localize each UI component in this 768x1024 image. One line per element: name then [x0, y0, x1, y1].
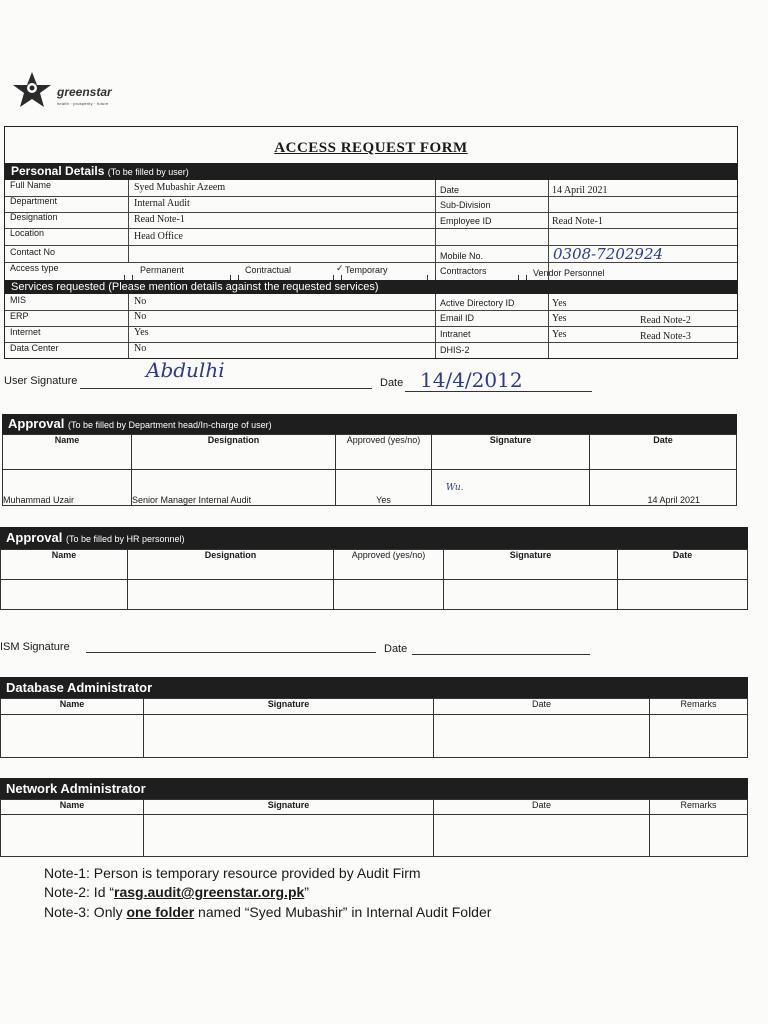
note-1: Note-1: Person is temporary resource provided by Audit Firm — [44, 865, 421, 881]
approver-date[interactable]: 14 April 2021 — [590, 470, 737, 506]
network-signature-cell[interactable] — [144, 815, 434, 857]
row-divider — [5, 342, 737, 343]
hr-designation-cell[interactable] — [128, 580, 334, 610]
temporary-checkmark-icon: ✓ — [336, 263, 344, 273]
contractors-option: Contractors — [440, 266, 487, 276]
note-2-email: rasg.audit@greenstar.org.pk — [114, 884, 305, 900]
col-divider — [128, 180, 129, 262]
col-signature: Signature — [144, 699, 434, 715]
col-divider — [435, 294, 436, 358]
col-remarks: Remarks — [650, 699, 748, 715]
services-header — [5, 280, 737, 294]
active-directory-value[interactable]: Yes — [552, 298, 567, 309]
user-signature-date-label: Date — [380, 377, 404, 389]
col-divider — [128, 294, 129, 358]
department-label: Department — [10, 196, 58, 206]
approval-dept-header — [2, 414, 737, 434]
note-3-suffix: named “Syed Mubashir” in Internal Audit Folder — [194, 904, 492, 920]
col-date: Date — [618, 550, 748, 580]
network-name-cell[interactable] — [1, 815, 144, 857]
permanent-option: Permanent — [140, 265, 185, 275]
datacenter-value[interactable]: No — [134, 343, 147, 354]
mobile-label: Mobile No. — [440, 251, 484, 261]
mis-label: MIS — [10, 295, 27, 305]
approval-dept-note: (To be filled by Department head/In-charge of user) — [67, 420, 272, 430]
datacenter-label: Data Center — [10, 343, 59, 353]
access-request-form-box — [4, 126, 738, 359]
temporary-option: Temporary — [345, 265, 388, 275]
logo-brand: greenstar — [57, 85, 112, 99]
dba-date-cell[interactable] — [434, 715, 650, 758]
erp-value[interactable]: No — [134, 311, 147, 322]
location-label: Location — [10, 228, 45, 238]
full-name-label: Full Name — [10, 180, 52, 190]
dba-name-cell[interactable] — [1, 715, 144, 758]
network-header — [0, 778, 748, 799]
mobile-value[interactable]: 0308-7202924 — [553, 245, 664, 263]
approval-dept-title: Approval — [8, 416, 65, 431]
approver-name[interactable]: Muhammad Uzair — [3, 470, 132, 506]
col-designation: Designation — [132, 435, 336, 470]
col-signature: Signature — [432, 435, 590, 470]
internet-label: Internet — [10, 327, 41, 337]
hr-name-cell[interactable] — [1, 580, 128, 610]
row-divider — [5, 212, 737, 213]
logo-tagline: health · prosperity · future — [57, 101, 109, 106]
row-divider — [5, 326, 737, 327]
user-signature-date: 14/4/2012 — [420, 368, 523, 392]
approval-hr-header — [0, 527, 748, 549]
approver-designation[interactable]: Senior Manager Internal Audit — [132, 470, 336, 506]
contact-label: Contact No — [10, 247, 56, 257]
contractual-option: Contractual — [245, 265, 292, 275]
services-note: (Please mention details against the requested services) — [108, 281, 379, 293]
col-designation: Designation — [128, 550, 334, 580]
col-approved: Approved (yes/no) — [334, 550, 444, 580]
col-divider — [435, 180, 436, 280]
user-signature-label: User Signature — [4, 375, 78, 387]
col-divider — [548, 180, 549, 280]
personal-details-header — [5, 163, 737, 180]
employee-id-value[interactable]: Read Note-1 — [552, 216, 603, 227]
date-value[interactable]: 14 April 2021 — [552, 185, 608, 196]
col-approved: Approved (yes/no) — [336, 435, 432, 470]
approval-hr-title: Approval — [6, 530, 63, 545]
row-divider — [5, 196, 737, 197]
col-divider — [548, 294, 549, 358]
note-2-prefix: Note-2: Id “ — [44, 884, 115, 900]
ism-date-line[interactable] — [412, 654, 590, 655]
email-id-label: Email ID — [440, 313, 475, 323]
ism-signature-line[interactable] — [86, 652, 376, 653]
intranet-value[interactable]: Yes — [552, 329, 567, 340]
subdivision-label: Sub-Division — [440, 200, 491, 210]
col-remarks: Remarks — [650, 800, 748, 815]
intranet-note: Read Note-3 — [640, 331, 691, 342]
approver-approved[interactable]: Yes — [336, 470, 432, 506]
note-3-prefix: Note-3: Only — [44, 904, 127, 920]
note-2 — [44, 884, 309, 900]
services-title: Services requested — [11, 281, 106, 293]
col-signature: Signature — [444, 550, 618, 580]
full-name-value[interactable]: Syed Mubashir Azeem — [134, 182, 226, 193]
mis-value[interactable]: No — [134, 296, 147, 307]
designation-label: Designation — [10, 212, 58, 222]
col-date: Date — [590, 435, 737, 470]
approval-hr-table — [0, 549, 748, 610]
dba-header — [0, 677, 748, 698]
date-label: Date — [440, 185, 460, 195]
row-divider — [5, 310, 737, 311]
approval-dept-table — [2, 434, 737, 506]
dba-table — [0, 698, 748, 758]
department-value[interactable]: Internal Audit — [134, 198, 190, 209]
dba-title: Database Administrator — [6, 680, 153, 695]
vendor-option: Vendor Personnel — [533, 268, 605, 278]
col-name: Name — [1, 699, 144, 715]
note-3 — [44, 904, 491, 920]
network-table — [0, 799, 748, 857]
ism-signature-label: ISM Signature — [0, 641, 70, 653]
erp-label: ERP — [10, 311, 29, 321]
user-signature: Abdulhi — [146, 358, 225, 382]
user-signature-line[interactable] — [80, 388, 372, 389]
location-value[interactable]: Head Office — [134, 231, 183, 242]
network-date-cell[interactable] — [434, 815, 650, 857]
hr-date-cell[interactable] — [618, 580, 748, 610]
email-id-value[interactable]: Yes — [552, 313, 567, 324]
dba-signature-cell[interactable] — [144, 715, 434, 758]
col-name: Name — [1, 800, 144, 815]
network-title: Network Administrator — [6, 781, 146, 796]
intranet-label: Intranet — [440, 329, 471, 339]
network-remarks-cell[interactable] — [650, 815, 748, 857]
designation-value[interactable]: Read Note-1 — [134, 214, 185, 225]
approver-signature[interactable]: Wu. — [432, 470, 590, 506]
ism-date-label: Date — [384, 643, 408, 655]
row-divider — [5, 228, 737, 229]
col-date: Date — [434, 699, 650, 715]
personal-details-title: Personal Details — [11, 164, 105, 178]
hr-signature-cell[interactable] — [444, 580, 618, 610]
col-name: Name — [3, 435, 132, 470]
col-date: Date — [434, 800, 650, 815]
internet-value[interactable]: Yes — [134, 327, 149, 338]
note-3-bold: one folder — [126, 904, 195, 920]
hr-approved-cell[interactable] — [334, 580, 444, 610]
note-2-suffix: ” — [304, 884, 309, 900]
dhis-label: DHIS-2 — [440, 345, 470, 355]
form-title: ACCESS REQUEST FORM — [274, 140, 468, 156]
approval-hr-note: (To be filled by HR personnel) — [65, 534, 185, 544]
personal-details-note: (To be filled by user) — [107, 167, 189, 177]
col-signature: Signature — [144, 800, 434, 815]
dba-remarks-cell[interactable] — [650, 715, 748, 758]
active-directory-label: Active Directory ID — [440, 298, 515, 308]
employee-id-label: Employee ID — [440, 216, 492, 226]
access-type-label: Access type — [10, 263, 59, 273]
col-name: Name — [1, 550, 128, 580]
email-note: Read Note-2 — [640, 315, 691, 326]
